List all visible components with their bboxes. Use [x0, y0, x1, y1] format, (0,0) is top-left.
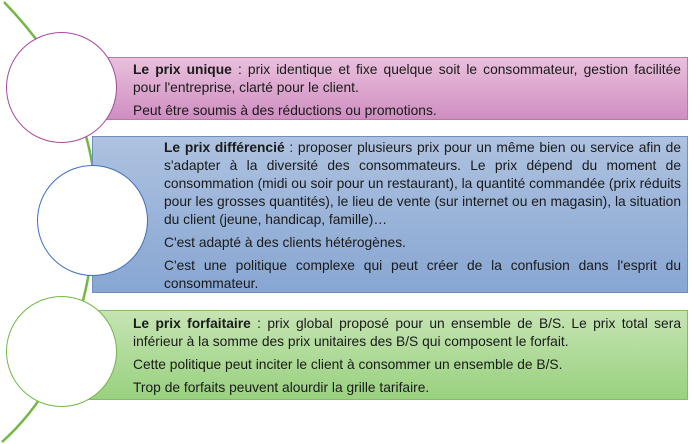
- item-box-prix-forfaitaire: [62, 310, 688, 400]
- item-note: Peut être soumis à des réductions ou promotions.: [133, 103, 437, 118]
- item-circle-1: [6, 32, 117, 143]
- item-note: C'est adapté à des clients hétérogènes.: [164, 235, 406, 250]
- item-text: [164, 139, 681, 229]
- item-circle-2: [37, 165, 148, 276]
- item-title: Le prix unique: [133, 62, 232, 77]
- item-description: : proposer plusieurs prix pour un même bien ou service afin de s'adapter à la diversité des consommateurs. Le prix dépend du moment de consommation (midi ou soir pour un restaurant), la quantité commandée (prix réduits pour les grosses quantités), le lieu de vente (sur internet ou en magasin), la situation du client (jeune, handicap, famille)…: [164, 140, 682, 227]
- item-text: [133, 315, 681, 351]
- item-text: [133, 61, 681, 97]
- item-title: Le prix forfaitaire: [133, 316, 251, 331]
- item-description: : prix global proposé pour un ensemble de B/S. Le prix total sera inférieur à la somme des prix unitaires des B/S qui composent le forfait.: [133, 316, 681, 349]
- item-box-prix-differencie: [92, 136, 688, 293]
- item-circle-3: [6, 296, 117, 407]
- item-note: Cette politique peut inciter le client à consommer un ensemble de B/S.: [133, 357, 563, 372]
- item-box-prix-unique: [62, 57, 688, 120]
- item-description: : prix identique et fixe quelque soit le consommateur, gestion facilitée pour l'entreprise, clarté pour le client.: [133, 62, 681, 95]
- item-note: Trop de forfaits peuvent alourdir la grille tarifaire.: [133, 380, 430, 395]
- item-title: Le prix différencié: [164, 140, 285, 155]
- item-note: C'est une politique complexe qui peut créer de la confusion dans l'esprit du consommateur.: [164, 258, 681, 291]
